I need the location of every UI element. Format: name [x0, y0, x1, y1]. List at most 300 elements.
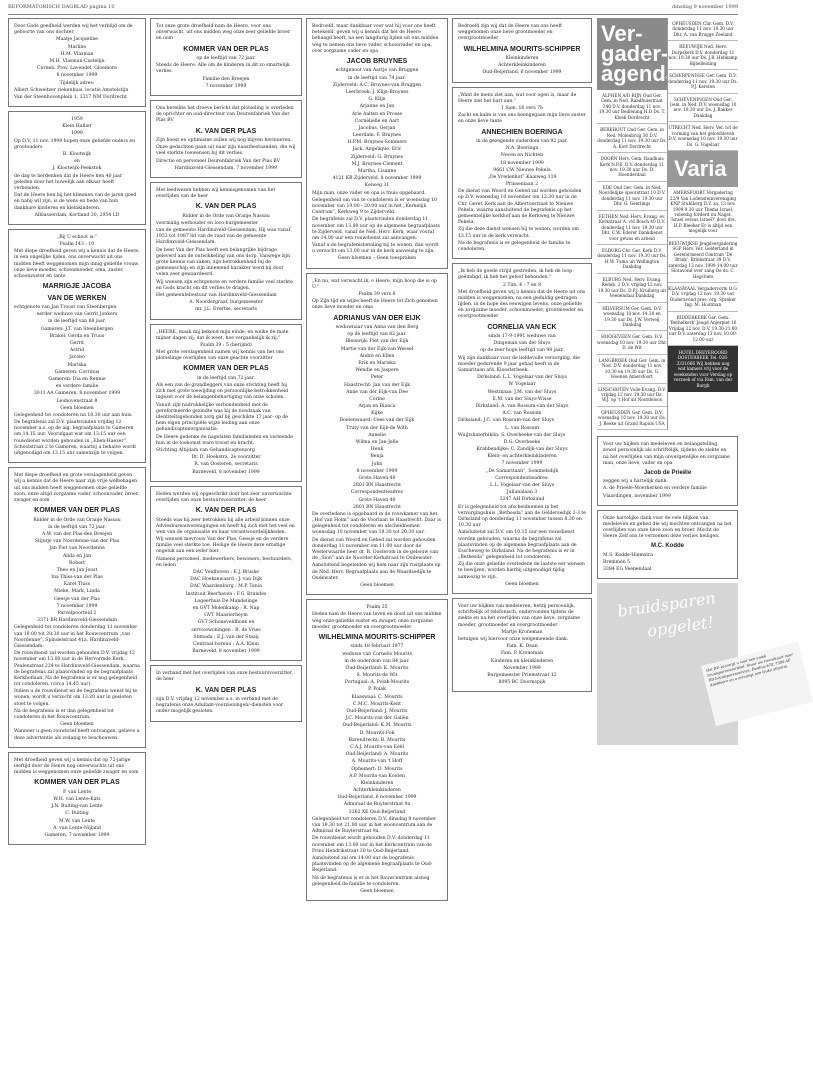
column-1 — [8, 18, 146, 849]
ad-line: M.S. Kodde-Hiemstra — [603, 552, 653, 558]
agenda-title: Ver-gader-agenda — [597, 18, 667, 90]
ad-line: J.N. Buiting-van Lente — [51, 804, 103, 810]
ad-line: sinds 17-9-1991 weduwe van — [488, 334, 556, 340]
ad-line: In verband met het overlijden van onze bestuursvoorzitter, de heer — [156, 671, 294, 683]
ad-line: Kinderen en kleinkinderen — [490, 658, 554, 664]
ad-line: Wanneer u geen rouwbrief heeft ontvangen, gelieve u deze advertentie als zodanig te beschouwen. — [14, 729, 140, 741]
ad-line: Barendrecht: B. Mourits — [348, 737, 406, 743]
ad-line: E.M. van der Sluys-Wisse — [492, 396, 552, 402]
ad-line: H.M. Vlasman — [60, 51, 94, 57]
ad-line: Dirksland: L.L. Vogelaar-van der Sluys — [477, 375, 567, 381]
ad-line: en — [74, 159, 80, 165]
ad-line: De begrafenis zal D.V. plaatsvinden vrijdag 12 november a.s. op de alg. begraafplaats te Gameren om 14.15 uur. Voorafgaat wat om 13.15 uur een rouwdienst worden gehouden in „Eben-Haezer”, Schoolstraat 2 te Gameren, waarbij u behalve wordt uitgenodigd om 13.15 uur samenzijn te volgen. — [14, 420, 137, 456]
ad-line: DAC Veldhoven : E.J. Bruske — [192, 570, 260, 575]
ad-line: 7 november 1999 — [205, 83, 247, 89]
ad-line: 4121 KB Zijderveld, 8 november 1999 — [332, 176, 422, 182]
ad-line: L. van Rossum — [505, 425, 539, 431]
ad-line: Martje Kroneman — [501, 629, 543, 635]
ad-line: Na de begrafenis is er in het Rouwcentrum alsnog gelegenheid de familie te condoleren. — [312, 875, 430, 887]
ad-line: KOMMER VAN DER PLAS — [183, 45, 269, 53]
ad-line: Geen bloemen — [360, 582, 394, 588]
ad-line: André en Ellen — [359, 353, 395, 359]
ad-line: Martha, Lisanne — [357, 169, 397, 174]
ad-line: Stichting Altijdam van Gehandicaptenzorg — [156, 447, 255, 453]
ad-line: in de gezegende ouderdom van 92 jaar. — [476, 138, 568, 144]
advertisement — [452, 263, 592, 594]
ad-line: Er is gelegenheid tot afscheidnemen in het verzorgingshuis „Bethesda” aan de Geldersedijk 2-3 te Dirksland op donderdag 11 november tussen 8.30 en 10.30 uur. — [458, 504, 586, 529]
ad-line: „Bij U echoot is:” — [56, 234, 98, 240]
ad-line: Portugaal: A. Polak-Mourits — [344, 680, 410, 686]
ad-line: Henk — [370, 447, 384, 453]
ad-line: De dienst van Woord en Gebed zal worden gehouden op D.V. woensdag 10 november om 13.30 uur in de Chr. Geref. Kerk aan de Albertusstraat te Nieuwe Pekela, waarna aansluitend de begrafenis op het gemeentelijke kerkhof aan de Kerkweg te Nieuwe Pekela. — [458, 189, 582, 226]
ad-line: Vanaf u de begrafenisbetaling bij te wonen, dan wordt u verzocht om 13.00 uur in de kerk aanwezig te zijn. — [312, 243, 439, 255]
ad-line: ANNECHIEN BOERINGA — [481, 128, 563, 136]
ad-line: Geesje van der Plas — [54, 596, 100, 602]
ad-line: DAC Hoeksewaard : J. van Dijk — [190, 577, 262, 583]
column-3 — [306, 18, 448, 905]
ad-line: Karel Thiss — [63, 582, 91, 588]
ad-line: op de leeftijd van 72 jaar. — [196, 56, 256, 61]
ad-line: Wij zijn dankbaar voor de liefdevolle verzorging, die moeder gedurende 9 jaar gehad heeft in de Samaritaan afd. Kloosterbeek. — [458, 355, 580, 373]
ad-line: Bedroefd zijn wij dat de Heere van ons heeft weggenomen onze lieve grootmoeder en overgrootmoeder — [458, 24, 562, 42]
ad-line: D. Mourits-Fok — [359, 730, 395, 736]
advertisement — [150, 324, 302, 482]
ad-line: Leerdam: F. Bruynes — [352, 133, 402, 139]
ad-line: Heden nam de Heere van leven en dood uit ons midden weg onze geliefde zuster en zwager, onze zorgzame moeder, grootmoeder en overgrootmoeder — [312, 612, 442, 630]
ad-line: Oud-Beijerland: J. Mourits — [346, 709, 408, 714]
ad-line: Indien u de rouwdienst en de begrafenis wenst bij te wonen, wordt u verzocht om 13.20 uur in gesloten stoet te volgen. — [14, 689, 138, 707]
ad-line: Astrid — [69, 348, 85, 354]
ad-line: A.P. Mourits-van Kooten — [349, 773, 405, 779]
ad-line: Wij wensen mevrouw Van der Plas, Geesje en de verdere familie veel sterkte toe. Heilige de Heere deze ernstige ongeluk aan een ieder hier. — [156, 537, 289, 555]
ad-line: Arjan en Bianca — [358, 404, 396, 410]
advertisement — [8, 752, 146, 845]
ad-line: Gameren: Dia en Rennie — [48, 376, 106, 382]
ad-line: Haastrecht: Jan van der Eijk — [343, 382, 411, 388]
header-right: dinsdag 9 november 1999 — [672, 4, 738, 10]
ad-line: Bedroefd, maar dankbaar voor wat hij voor ons heeft betekend, geven wij u kennis dat het de Heere behaagd heeft, na een langdurig lijden uit ons midden weg te nemen ons lieve vader, schoonvader en opa, over zorgzame vader en opa — [312, 24, 439, 54]
ad-line: Alblasserdam, Kortland 30, 2954 LD — [34, 212, 120, 218]
ad-line: Tot onze grote droefheid nam de Heere, voor ons onverwacht, uit ons midden weg onze zeer geliefde broer en oom — [156, 24, 291, 42]
ad-line: 2801 BN Haastrecht — [353, 504, 401, 510]
ad-line: K. VAN DER PLAS — [195, 203, 257, 211]
ad-line: Albert Schweitzer ziekenhuis, locatie Amstelstijn — [14, 87, 129, 93]
ad-line: Oud-Beijerland, 6 november 1999 — [337, 795, 417, 801]
ad-line: W.H. van Lente-Kats — [53, 796, 101, 802]
ad-line: Psalm 25 — [366, 605, 388, 611]
ad-line: C.A.J. Mourits-van Eeël — [350, 744, 404, 750]
ad-line: Jack, Angelique, Eric — [352, 147, 402, 153]
ad-line: Tijdelijk adres: — [59, 80, 95, 86]
ad-line: op de leeftijd van 82 jaar. — [347, 332, 407, 338]
ad-line: Gerrit — [69, 341, 85, 346]
ad-line: A. Mourits-van 't Hoff — [351, 759, 403, 765]
ad-line: 1 Sam. 16 vers 7b — [500, 105, 544, 111]
agenda-item: OPHEUSDEN Chr. Gem. D.V. donderdag 11 nov. 19.30 uur Dhr. A. van Brugge Zeeland — [668, 18, 738, 41]
ad-line: Psalm 39 vers 8 — [358, 292, 396, 297]
ad-line: Barneveld, 8 november 1999 — [192, 469, 260, 475]
ad-line: „HEERE, maak mij bekend mijn einde, en welke de mate mijner dagen zij; dat ik weet, hoe vergankelijk ik zij.” — [156, 329, 289, 341]
ad-line: KOMMER VAN DER PLAS — [34, 507, 120, 515]
advertisement — [150, 665, 302, 721]
advertisement — [150, 486, 302, 662]
agenda-item: AMERSFOORT Vergadering 22/9 Van Lodensteinvereniging KNP Stuhlberg D.V. za. 13 nov. 1999 9.30 uur Thema Israel, voleedig forderd nu Nagel: 'Israel versus Israel?' door drs. H.P. Bleeker Er is altijd een mogelijk voor — [668, 187, 738, 238]
ad-line: A. Noordergraaf, burgemeester — [189, 300, 263, 306]
ad-line: Zij die deze dienst wensen bij te wonen, worden om 13.15 uur in de kerk verwacht. — [458, 227, 579, 239]
ad-line: Wuijtshaterbiklin: S. Overbeeke-van der Sluys — [458, 432, 566, 438]
ad-line: en GVT Molenkamp : R. Nap — [192, 605, 260, 611]
ad-line: K. VAN DER PLAS — [195, 507, 257, 515]
ad-line: „En nu, wat verwacht ik, o Heere, mijn hoop die is op U.” — [312, 278, 437, 290]
ad-line: K. VAN DER PLAS — [195, 127, 257, 135]
ad-line: Kleinkinderen — [360, 780, 394, 786]
ad-line: in de leeftijd van 72 jaar. — [197, 375, 255, 381]
ad-line: Instituut Beerhaven : F.G. Brandes — [185, 591, 267, 597]
ad-line: DAC Waardenburg : M.P. Tania — [190, 584, 262, 590]
ad-line: weduwnaar van Anna van den Berg — [335, 325, 419, 330]
right-ads — [597, 436, 738, 579]
ad-line: 2801 BN Haastrecht — [353, 483, 401, 489]
ad-line: Alida en Jan — [62, 553, 92, 559]
advertisement — [306, 18, 448, 269]
agenda-item: SCHEVENINGEN Oud Ger. Gem. in Ned. D.V. woensdag 10 nov. 19.30 uur Ds. J. Bakker Dankdag — [668, 94, 738, 123]
ad-line: KOMMER VAN DER PLAS — [183, 365, 269, 373]
ad-line: Klaaswaal: C. Mourits — [351, 694, 403, 700]
ad-line: WILHELMINA MOURITS-SCHIPPER — [318, 633, 436, 641]
ad-line: Door Gods goedheid werden wij het verblijd om de geboorte van ons dochter — [14, 24, 133, 36]
ad-line: en verdere familie — [55, 384, 99, 390]
ad-line: Dirksland: A. van Rossum-van der Sluys — [475, 403, 569, 409]
agenda-item: LINSCHOTEN Volle Evang. D.V. vrijdag 12 nov. 19.30 uur Ds. W.J. op 't Hof uit Noordeloos — [597, 384, 667, 407]
ad-line: Ophemert: D. Mourits — [351, 766, 403, 772]
ad-line: Het gemeentebestuur van Hardinxveld-Giessendam — [156, 292, 277, 298]
agenda-item: ALPHEN A/D RIJN Oud Ger. Gem. in Ned. Raadhuisstraat 240 D.V. donderdag 11 nov. 19.30 uur Bediening H.D Ds. T. Kloek Dordrecht — [597, 90, 667, 124]
agenda-item: KLAASWAAL Vergadervorm O.G. D.V. vrijdag 12 nov. 19.30 uur Ouderavond pres. org. Spreker Ing. M. Houtman — [668, 283, 738, 312]
ad-line: Corine — [369, 396, 385, 402]
column-4 — [452, 18, 592, 696]
ad-line: Arjanne en Jan — [359, 104, 395, 110]
ad-line: Kleinkinderen — [505, 56, 539, 61]
advertisement — [452, 18, 592, 83]
ad-line: 3371 BR Hardinxveld-Giessendam — [37, 618, 117, 624]
ad-line: Truty van der Eijk-de With — [346, 425, 408, 431]
ad-line: 1959 — [71, 117, 83, 123]
ad-line: A.W. van der Plas-den Breejen — [41, 531, 113, 537]
ad-line: Marline — [67, 44, 87, 50]
advertisement — [597, 436, 738, 505]
ad-line: Julianalaan 3 — [506, 490, 538, 496]
ad-line: Zij die onze geliefde overledene de laatste eer wensen te bewijzen, worden hierbij uitgenodigd tijdig aanwezig te zijn. — [458, 562, 585, 580]
ad-line: Correspondentieadres: — [495, 475, 549, 481]
ad-line: Vanuit zijn nadrukkelijke verbondenheid met de gereformeerde gezindte was hij de noodzaak van identiteitsgebonden zorg gaf bij geschikte 17 jaar- op de hem eigen principiële wijze leiding aan onze gehandicaptenorganisatie. — [156, 402, 289, 433]
ad-line: M.C. Kodde — [651, 543, 684, 550]
ad-line: Mijn man, onze vader en opa is thuis opgebaard. — [312, 190, 426, 196]
ad-line: WILHELMINA MOURITS-SCHIPPER — [463, 45, 581, 53]
ad-line: R. van Oosteren, secretaris — [194, 462, 258, 468]
ad-line: Aansluitend zal om 14.00 uur de begrafenis plaatsvinden op de algemene begraafplaats te Oud-Beijerland. — [312, 855, 433, 874]
ad-line: Brakel: Gerda en Truus — [49, 333, 105, 339]
ad-line: Boelenwaard: Cees van der Eijk — [339, 418, 415, 424]
agenda-item: DOORN Herv. Gem. Raadhuis Kerk N.P.E. D.V. donderdag 11 nov. 19.30 uur Ds. D. Hoenderdaal — [597, 153, 667, 182]
bruidsparen-card: Het RD verzorgt u voor een uniek bruidsparenvoordeel: Stuur uw trouwkaart naar RD-bruidsparenservice, Postbus 670, 7300 AP Apeldoorn en u ontvangt een leuke attentie. — [701, 642, 813, 726]
ad-line: Met diepe droefheid en grote verslagenheid geven wij u kennis dat de Heere naar zijn vrije welbehagen uit ons midden heeft weggenomen onze geliefde zoon, onze altijd zorgzame vader, schoonvader, broer, zwager en oom — [14, 473, 139, 503]
ad-line: mr. J.L. Evertse, secretaris — [195, 307, 257, 313]
ad-line: 1999 — [71, 131, 83, 137]
agenda-item: BERKHOUT Oud Ger. Gem. in Ned. Molenbrug 30 D.V. donderdag 11 nov. 19.30 uur Ds. A. Kort Dordrecht — [597, 124, 667, 153]
ad-line: De overledene is opgebaard in de rouwkamer van het „Hof van Holm” aan de Voorlaan te Haastrecht. Daar is gelegenheid tot condoleren en afscheidnemen woensdag 10 november van 19.30 tot 20.30 uur. — [312, 511, 442, 536]
ad-line: betuigen wij hiervoor onze welgemeende dank. — [458, 636, 569, 642]
ad-line: „De Samaritaan”, Sommelsdijk — [485, 468, 559, 474]
agenda-item: EETHEN Ned. Herv. Evang. ev. Kerkstraat A. v/d Bosch 40 D.V. donderdag 11 nov. 19.30 uur Dhr. C.W. Ederer Dankdienst voor gewas en arbeid — [597, 211, 667, 245]
ad-line: Centraal bureau : A.A. Klein — [193, 641, 259, 647]
ad-line: Gelegenheid tot condoleren na 18.30 uur aan huis. — [14, 412, 133, 418]
agenda-item: REEUWIJKSE Jeugdvergadering SGP Herv. Ver. Gelderland in Gereformeerd Centrum 'De Brink', Brinkstraat 39 D.V. zaterdag 13 nov. 1999 14.00 uur Slotavond over zang De ds. C. Hogchem — [668, 238, 738, 283]
bruidsparen-ad — [597, 583, 794, 745]
ad-line: zijn D.V. vrijdag 12 november a.s. in verband met de begrafenis onze Adullam-voorzieningen/-diensten voor onder mogelijk gesloten. — [156, 697, 284, 715]
ad-line: H.P.M. Bruynes-Sommers — [347, 140, 407, 146]
ad-line: Krabbendijke: C. Zandijk-van der Sluys — [476, 447, 568, 453]
ad-line: 18 november 1999 — [500, 160, 544, 166]
ad-line: Stijntje van Noordenne-van der Plas — [34, 539, 120, 545]
ad-line: K. VAN DER PLAS — [195, 686, 257, 694]
bruidsparen-line2: opgelet! — [646, 612, 716, 641]
ad-line: Prinsenlaan 2 — [505, 182, 539, 188]
agenda-item: OPHEUSDEN Ger. Gem. D.V. woensdag 10 nov. 19.30 uur Ds. J. Beeke uit Grand Rapids USA — [597, 407, 667, 430]
ad-line: P. van Lente — [62, 789, 92, 795]
advertisement — [8, 111, 146, 225]
ad-line: Gelegenheid om van te condoleren is er woensdag 10 november van 19.00 - 20.00 uur in het „Kerkelijk Centrum”, Kerkweg 9 te Zijderveld. — [312, 197, 437, 216]
ad-line: C. Buiting — [65, 811, 89, 817]
varia-list — [668, 187, 738, 346]
ad-line: Corneli. Prov. Lavendel, Gloemore — [37, 66, 117, 72]
advertisement — [150, 18, 302, 96]
ad-line: Arie Aalten en Prosse — [351, 111, 403, 117]
ad-line: sinds 18 februari 1977 — [350, 644, 404, 650]
ad-line: A.C. van Rossum — [502, 411, 542, 417]
advertisement — [8, 18, 146, 107]
advertisement — [150, 100, 302, 178]
ad-line: Jacobus, Gerjan — [358, 125, 396, 131]
ad-line: C.M.C. Mourits-Kent — [353, 701, 401, 707]
ad-line: Jacobo — [69, 355, 85, 361]
ad-line: Ridder in de Orde van Oranje Nassau — [182, 213, 270, 219]
ad-line: Na de begrafenis is er dan gelegenheid tot condoleren in het Rouwcentrum. — [14, 708, 114, 720]
advertisement — [306, 273, 448, 596]
ad-line: Voor uw blijken van medeleven, hetzij persoonlijk, schriftelijk of telefonisch, ondervonden tijdens de ziekte en na het overlijden van onze lieve, zorgzame moeder, grootmoeder en overgrootmoeder — [458, 604, 580, 628]
ad-line: Geen bloemen — [505, 581, 539, 587]
ad-line: Met diepe droefheid geven wij u kennis dat de Heere, in een ongelijke lijden, ons onverwacht uit ons midden heeft weggenomen mijn innig geliefde vrouw, onze lieve moeder, schoonmoeder, oma, zuster, schoonzuster en tante — [14, 249, 140, 279]
ad-line: op de zeer hoge leeftijd van 98 jaar. — [480, 348, 564, 354]
ad-line: Heden werden wij opgeschrikt door het zeer onverwachte overlijden van onze bestuursvoorzitter, de heer — [156, 491, 292, 503]
ad-line: echtgenoot van Aartje van Bruggen — [335, 68, 419, 74]
ad-line: De Heere gedenke de nagelaten familieleden en verleende hun in de toekomst ware troost en kracht. — [156, 434, 293, 446]
ad-line: Geen bloemen — [60, 722, 94, 728]
ad-line: A. van Lente-Nijland — [53, 825, 101, 831]
ad-line: Psalm 143 : 10 — [59, 242, 95, 248]
ad-line: Onze hartelijke dank voor de vele blijken van medeleven en gebed die wij mochten ontvangen na het overlijden van onze lieve zoon en broer. Mocht de Heere Zelf ons te verzoeken deze verlies heiligen. — [603, 515, 732, 540]
ad-line: „Ik heb de goede strijd gestreden, ik heb de loop geëindigd, ik heb het geloof behouden.” — [458, 269, 573, 281]
ad-line: Directie en personeel Deurenfabriek Van der Plas BV — [156, 158, 280, 164]
ad-line: Met grote verslagenheid namen wij kennis van het ons plotselinge overlijden van onze geachte voorzitter — [156, 350, 284, 362]
column-2 — [150, 18, 302, 726]
ad-line: Anne van der Eijk-van Dee — [346, 389, 408, 395]
ad-line: Jacob de Prieële — [643, 470, 692, 477]
ad-line: Steeds was hij zeer betrokken bij alle arbeid binnen onze Adviesbureauverenigingen en heeft hij zich met het veel en wen van de organisatie en haar verantwoordelijkheden. — [156, 517, 295, 535]
ad-line: Onze gedachten gaan uit naar zijn naastbestaanden, die wij veel sterkte toewensen bij dit verlies. — [156, 145, 296, 157]
ad-line: 9661 CW Nieuwe Pekela — [493, 167, 551, 173]
ad-line: M.J. Bruynes-Clement — [351, 161, 403, 167]
ad-line: L.L. Vogelaar-van der Sluys — [489, 483, 555, 488]
ad-line: 3262 XE Oud-Beijerland — [348, 809, 406, 815]
ad-line: Aansluitend zal D.V. om 10.15 uur een rouwdienst worden gehouden, waarna de begrafenis zal plaatsvinden op de algemene begraafplaats aan de Esscheweg te Dirksland. Na de begrafenis is er in „Bethesda” gelegenheid tot condoleren. — [458, 530, 577, 561]
ad-line: voormalig wethouder en loco-burgemeester — [156, 220, 259, 226]
ad-line: Geen bloemen — [60, 405, 94, 411]
agenda-item: ELBURG Ned. Herv. Evang. Redeb. 2 D.V. vrijdag 12 nov. 19.30 uur Ds. D.P.J. Kruiberg uit Veenendaal Dankdag — [597, 274, 667, 303]
agenda-list-right — [668, 18, 738, 151]
ad-line: Westmaas: J.M. van der Sluys — [487, 389, 557, 395]
ad-line: Zijderveld: G. Bruynes — [350, 154, 404, 160]
ad-line: in de leeftijd van 68 jaar. — [48, 319, 106, 325]
ad-line: November 1999 — [503, 665, 541, 671]
ad-line: Zacht en kalm is van ons heengegaan mijn lieve zuster en onze lieve tante — [458, 113, 586, 125]
advertisement — [8, 229, 146, 463]
ad-line: in de leeftijd van 74 jaar. — [348, 75, 406, 81]
ad-line: 2 Tim. 4 : 7 en 8 — [502, 282, 542, 288]
agenda-item: ELBURG Chr. Ger. Kerk D.V. donderdag 11 nov. 19.30 uur Ds. H.W. Tuma uit Wellington Dankdag — [597, 245, 667, 274]
ad-line: Namens personeel, medewerkers, bewoners, bestuurders, en leden — [156, 556, 293, 568]
ad-line: Vlaardingen, november 1999 — [603, 493, 671, 499]
ad-line: Martie van der Eijk-van Wessel — [340, 346, 414, 352]
ad-line: Benja — [370, 454, 384, 460]
ad-line: Met droefheid geven wij u kennis dat de Heere uit ons midden is weggenomen, na een geduldig gedragen lijden, in de hope des eeuwigen levens, onze geliefde en zorgzame moeder, schoonmoeder, grootmoeder en overgrootmoeder — [458, 289, 586, 320]
ad-line: Maatje Jacqueline — [55, 37, 99, 43]
ad-line: Met leedwezen hebben wij kennisgenomen van het overlijden van de heer — [156, 187, 276, 200]
ad-line: D.G. Overbeeke — [503, 439, 541, 445]
ad-line: Op Zijn tijd en wijze heeft de Heere tot Zich genomen onze lieve moeder en oma — [312, 299, 438, 311]
ad-line: 7 november 1999 — [56, 603, 98, 609]
header-left: REFORMATORISCH DAGBLAD pagina 10 — [8, 4, 115, 10]
ad-line: Stimada : E.J. van der Staaij — [193, 634, 259, 640]
ad-line: B. Klootwijk — [62, 152, 92, 157]
agenda-list — [597, 90, 667, 430]
ad-line: Parvelpoorteid 2 — [57, 611, 97, 616]
ad-line: Geen bloemen – Geen toespraken — [337, 256, 417, 262]
ad-line: G. Klijn — [368, 97, 386, 103]
ad-line: A. de Prieële-Moerkerken en verdere familie — [603, 486, 707, 492]
advertisement — [452, 598, 592, 692]
varia-title: Varia — [668, 151, 738, 187]
ad-line: Leuhovenstraat 8 — [56, 398, 98, 404]
ad-line: De rouwdienst wordt gehouden D.V. donderdag 11 november om 13.00 uur in het Kerkcentrum van de Prins Hendrikstraat 30 te Oud-Beijerland. — [312, 836, 432, 854]
ad-line: Oud-Beijerland: K. Mourits — [345, 665, 409, 671]
ad-line: 3247 AH Dirksland — [499, 497, 545, 503]
ad-line: Zijn hoest en optimisme zullen wij nog blijven herinneren. — [156, 137, 292, 143]
ad-line: Ridder in de Orde van Oranje Nassau — [33, 517, 121, 523]
ad-line: Met droefheid geven wij u kennis dat op 72-jarige leeftijd door de Heere nog onverwachts uit ons midden is weggenomen onze geliefde zwager en oom — [14, 757, 139, 776]
ad-line: 8 november 1999 — [356, 468, 398, 474]
ad-line: De begrafenis zal D.V. plaatsvinden donderdag 11 november om 13.00 uur op de algemene begraafplaats te Zijderveld, vanaf de Ned. Herv. Kerk, waar vooraf om 14.00 uur een rouwdienst zal aanvangen. — [312, 217, 440, 241]
agenda-item: SCHERPENISSE Ger. Gem. D.V. donderdag 11 nov. 19.30 uur Ds. P.J. Kersten — [668, 70, 738, 93]
ad-line: KOMMER VAN DER PLAS — [34, 779, 120, 787]
ad-line: 3384 EG Veenendaal — [603, 566, 652, 572]
ad-line: Klein- en achterkleinkinderen — [487, 454, 557, 460]
ad-line: Cornelielle en Aart — [354, 118, 400, 124]
ad-line: Ons bereikte het droeve bericht dat plotseling is overleden de oprichter en oud-directeur van Deurenfabriek Van der Plas BV — [156, 105, 294, 124]
ad-line: „Want de mens ziet aan, wat voor ogen is, maar de Heere ziet het hart aan.” — [458, 92, 577, 104]
ad-line: Voor uw blijken van medeleven en belangstelling, zowel persoonlijk als schriftelijk, tijdens de ziekte en na het overlijden van mijn onvergetelijke en zorgzame man, onze lieve, vader en opa — [603, 442, 730, 466]
ad-line: Op D.V. 11 nov. 1999 hopen onze geliefde ouders en grootouders — [14, 138, 136, 150]
ad-line: Grote Haven 40 — [358, 497, 396, 503]
ad-line: Van der Steenhovenplein 1, 3317 NM Dordrecht — [14, 94, 127, 100]
ad-line: Bleiswijk: Piet van der Eijk — [345, 339, 409, 345]
ad-line: Logeerhuis De Mandelinge — [194, 598, 258, 604]
header-rule — [8, 14, 738, 15]
ad-line: M.W. van Lente — [58, 818, 96, 824]
ad-line: de dag te herdenken dat de Heere hen 40 jaar geleden door het huwelijk aan elkaar heeft verbonden. — [14, 173, 123, 191]
ad-line: Na de begrafenis is er gelegenheid de familie te condoleren. — [458, 240, 571, 252]
agenda-column — [597, 18, 794, 745]
agenda-item: REEUWIJK Ned. Herv. Dorpskerk D.V. donderdag 11 nov. 19.30 uur Ds. J.B. Hebkamp Bijbelleiding — [668, 41, 738, 70]
advertisement — [452, 87, 592, 260]
ad-line: Aansluitend begeleiden wij hem naar zijn rustplaats op de Ned. Herv. Begraafplaats aan de Waardsedijk te Oudewater. — [312, 563, 441, 581]
ad-line: Barneveld, 8 november 1999 — [192, 649, 260, 655]
ad-line: CORNELIA VAN ECK — [487, 323, 557, 331]
ad-line: Admiraal de Ruyterstraat 9a — [343, 802, 411, 808]
ad-line: M.H. Vlasman-Castelijn — [49, 58, 105, 64]
ad-line: Kijke — [371, 411, 383, 417]
ad-line: Dingeman van der Sluys — [493, 341, 551, 347]
ad-line: eerder weduwe van Gerrit Jonkers — [36, 312, 118, 318]
ad-line: GVT Maasterheym — [204, 613, 248, 619]
ad-line: Klein Hallier — [62, 124, 92, 130]
ad-line: Achterkleinkinderen — [353, 788, 401, 794]
ad-line: Als een van de grondleggers van onze stichting heeft hij zich met grote toewijding en persoonlijke betrokkenheid ingezet voor de belangenbehartiging van onze scholen. — [156, 383, 289, 401]
ad-line: De heer Van der Plas heeft een belangrijke bijdrage geleverd aan de ontwikkeling van ons dorp. Vanwege zijn grote kennis van zaken, zijn betrokkenheid bij de gemeenschap en zijn innemend karakter werd hij door velen zeer gewaardeerd. — [156, 247, 291, 278]
ad-line: Hardinxveld-Giessendam, 7 november 1999 — [174, 165, 278, 171]
ad-line: Oud-Beijerland, 6 november 1999 — [482, 70, 562, 76]
ad-line: J.C. Mourits-van der Galiën — [345, 716, 409, 722]
ad-line: N.A. Boeringa — [505, 146, 539, 152]
ad-line: 8095 BC Doornspijk — [498, 680, 546, 686]
ad-line: Burgemeester Priemstraat 12 — [487, 672, 557, 678]
ad-line: VAN DE WERKEN — [47, 294, 107, 302]
agenda-item: RIDDERKERK Ger. Gem. 'Bethelkerk' Jeugd Anjerpiet 16 Vrijdag 12 nov. D.V. 19.30-21.00 uur D.V. zaterdag 13 nov. 10.00-12.00 uur — [668, 312, 738, 346]
ad-line: Erik en Mariska — [358, 360, 396, 366]
ad-line: in de ouderdom van 84 jaar. — [344, 658, 410, 664]
ad-line: Wij wensen zijn echtgenote en verdere familie veel sterkte en Gods kracht om dit verlies te dragen. — [156, 279, 293, 291]
agenda-item: HILVERSUM Ger. Gem. D.V. woensdag 10 nov. 14.30 en 19.30 uur Ds. J.W. Verweij Dankdag — [597, 303, 667, 332]
agenda-item: HOOGEVEEN Ger. Gem. D.V. woensdag 10 nov. 19.30 uur Dhr. D. de Wit — [597, 331, 667, 354]
ad-line: Wilma en Jan-Jelle — [355, 440, 399, 445]
ad-line: Dirksland: J.C. van Rossum-van der Sluys — [458, 418, 554, 424]
ad-line: zeggen wij u hartelijk dank. — [603, 479, 668, 485]
ad-line: MARRIGJE JACOBA — [42, 283, 112, 291]
agenda-item: UTRECHT Ned. Herv. Ver. tot de vorming van het geloofsleven D.V. woensdag 10 nov. 19.30 uur Ds. G. Vogelaar — [668, 122, 738, 151]
ad-line: Mariska — [67, 362, 87, 368]
ad-line: Gelegenheid tot condoleren D.V. dinsdag 9 november van 19.30 tot 21.00 uur in het wooncentrum aan de Admiraal de Ruyterstraat 9a. — [312, 816, 437, 835]
advertisement — [306, 599, 448, 901]
ad-line: Zijderveld: A.C. Bruynes-van Bruggen — [332, 82, 422, 88]
ad-line: Oud-Beijerland: A. Mourits — [345, 752, 409, 758]
ad-line: De rouwdienst zal worden gehouden D.V. vrijdag 12 november om 13.00 uur in de Hervormde Kerk, Peulenstraat 224 te Hardinxveld-Giessendam, waarna de begrafenis zal plaatsvinden op de begraafplaats Kerkhoflaan. Na de begrafenis is er nog gelegenheid tot condoleren, (circa 14.45 uur). — [14, 651, 140, 688]
ad-line: Oud-Beijerland: K.M. Mourits — [342, 723, 412, 729]
ad-line: 3011 AA Gameren, 8 november 1999 — [33, 391, 121, 397]
ad-line: „De Vredenhof” Kaaiweg 119 — [487, 174, 557, 180]
ad-line: De dienst van Woord en Gebed zal worden gehouden donderdag 11 november om 11.00 uur door de Westerwaarde heer dr. B. Oosterom in de gebouw van de „Sion” aan de Noorder-Kerkstraat te Oudewater. — [312, 537, 439, 562]
ad-line: Dat de Heere hen bij het klimmen van de jaren goed en nabij wil zijn, is de wens en bede van hun dankbare kinderen en kleinkinderen. — [14, 193, 137, 211]
ad-line: Gameren, 7 november 1999 — [44, 832, 110, 838]
ad-line: van de gemeente Hardinxveld-Giessendam. Hij was vanaf 1953 tot 1987 lid van de raad van de gemeente Hardinxveld-Giessendam. — [156, 228, 291, 246]
